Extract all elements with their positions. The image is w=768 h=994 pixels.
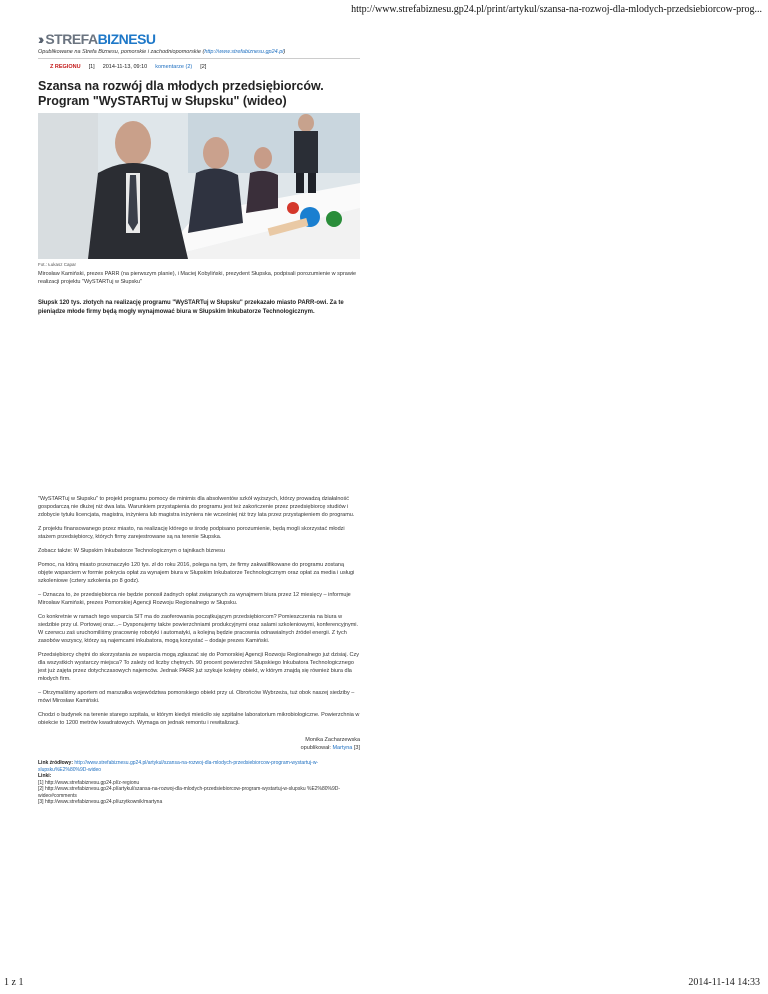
article-meta (38, 64, 360, 70)
author-name: Monika Zacharzewska (305, 737, 360, 743)
paragraph: – Otrzymaliśmy aportem od marszałka województwa pomorskiego obiekt przy ul. Obrońców Wybrzeża, tuż obok naszej siedziby – mówi Mirosław Kamiński. (38, 690, 355, 704)
category-link[interactable]: Z REGIONU (50, 64, 81, 70)
paragraph: Przedsiębiorcy chętni do skorzystania ze wsparcia mogą zgłaszać się do Pomorskiej Agencji Rozwoju Regionalnego już dzisiaj. Czy dla wszystkich wystarczy miejsca? To zależy od liczby chętnych. 90 procent powierzchni Słupskiego Inkubatora Technologicznego jest już zajęta przez dotychczasowych najemców. Jednak PARR już szykuje kolejny obiekt, w którym znajdą się również biura dla młodych firm. (38, 652, 359, 682)
published-note: Opublikowane na Strefa Biznesu, pomorskie i zachodniopomorskie (http://www.strefabiznesu.gp24.pl) (38, 49, 286, 55)
divider (38, 58, 360, 59)
link-item: [2] http://www.strefabiznesu.gp24.pl/artykul/szansa-na-rozwoj-dla-mlodych-przedsiebiorcow-program-wystartuj-w-slupsku %E2%80%9D-wideo#comments (38, 786, 341, 799)
publisher-link[interactable]: Martyna (332, 744, 353, 751)
print-header-url: http://www.strefabiznesu.gp24.pl/print/artykul/szansa-na-rozwoj-dla-mlodych-przedsiebiorcow-prog... (351, 4, 762, 15)
article-date: 2014-11-13, 09:10 (102, 64, 148, 70)
source-links: Link źródłowy: http://www.strefabiznesu.gp24.pl/artykul/szansa-na-rozwoj-dla-mlodych-przedsiebiorcow-program-wystartuj-w-slupsku%E2%80%9D-wideo Linki: [1] http://www.strefabiznesu.gp24.pl/z-regionu [2] http://www.strefabiznesu.gp24.pl/artykul/szansa-na-rozwoj-dla-mlodych-przedsiebiorcow-program-wystartuj-w-slupsku %E2%80%9D-wideo#comments [3] http://www.strefabiznesu.gp24.pl/uzytkownik/martyna (38, 760, 360, 806)
source-url-link[interactable]: http://www.strefabiznesu.gp24.pl/artykul/szansa-na-rozwoj-dla-mlodych-przedsiebiorcow-program-wystartuj-w-slupsku%E2%80%9D-wideo (38, 760, 319, 773)
paragraph: "WySTARTuj w Słupsku" to projekt programu pomocy de minimis dla absolwentów szkół wyższych, którzy prowadzą działalność gospodarczą nie dłużej niż dwa lata. Warunkiem przystąpienia do programu jest też zakończenie przez przedsiębiorcę studiów i zdobycie tytułu licencjata, magistra, inżyniera lub magistra inżyniera nie wcześniej niż trzy lata przez przystąpieniem do programu. (38, 496, 355, 518)
article-title: Szansa na rozwój dla młodych przedsiębiorców. Program "WySTARTuj w Słupsku" (wideo) (38, 79, 324, 108)
paragraph: Chodzi o budynek na terenie starego szpitala, w którym kiedyś mieściło się szpitalne laboratorium mikrobiologiczne. Powierzchnia w obiekcie to 1200 metrów kwadratowych. Wymaga on jednak remontu i rewitalizacji. (38, 712, 360, 726)
article-container (38, 30, 360, 806)
print-date: 2014-11-14 14:33 (688, 977, 760, 988)
article-lead: Słupsk 120 tys. złotych na realizację programu "WySTARTuj w Słupsku" przekazało miasto PARR-owi. Za te pieniądze młode firmy będą mogły wynajmować biura w Słupskim Inkubatorze Technologicznym. (38, 300, 344, 315)
photo-credit: Fot.: Łukasz Capar (38, 262, 77, 267)
video-placeholder (38, 316, 360, 495)
photo-caption: Mirosław Kamiński, prezes PARR (na pierwszym planie), i Maciej Kobyliński, prezydent Słupska, podpisali porozumienie w sprawie realizacji projektu "WySTARTuj w Słupsku" (38, 271, 357, 285)
ref-2: [2] (200, 64, 207, 70)
paragraph: Z projektu finansowanego przez miasto, na realizację którego w środę podpisano porozumienie, będą mogli skorzystać młodzi stażem przedsiębiorcy, których firmy zarejestrowane są na terenie Słupska. (38, 526, 345, 540)
paragraph: – Oznacza to, że przedsiębiorca nie będzie ponosił żadnych opłat związanych za wynajmem biura przez 12 miesięcy – informuje Mirosław Kamiński, prezes Pomorskiej Agencji Rozwoju Regionalnego w Słupsku. (38, 592, 351, 606)
page-number: 1 z 1 (4, 977, 24, 988)
link-item: [1] http://www.strefabiznesu.gp24.pl/z-regionu (38, 779, 140, 786)
photo-signing-ceremony (38, 113, 360, 259)
logo-chevrons-icon: ›› (38, 31, 42, 47)
site-url-link[interactable]: http://www.strefabiznesu.gp24.pl (204, 49, 284, 55)
comments-link[interactable]: komentarze (2) (155, 64, 193, 70)
logo-strefa: STREFA (45, 31, 98, 47)
site-logo[interactable] (38, 30, 360, 48)
paragraph: Pomoc, na którą miasto przeznaczyło 120 tys. zł do roku 2016, polega na tym, że firmy zakwalifikowane do programu zostaną objęte wsparciem w formie pokrycia opłat za wynajem biura w Słupskim Inkubatorze Technologicznym oraz opłat za media i usługi szkoleniowe (cztery szkolenia po 8 godz). (38, 562, 355, 584)
logo-biznesu: BIZNESU (97, 31, 156, 47)
ref-1: [1] (88, 64, 95, 70)
article-photo (38, 113, 360, 259)
link-item: [3] http://www.strefabiznesu.gp24.pl/uzytkownik/martyna (38, 799, 163, 805)
paragraph: Co konkretnie w ramach tego wsparcia SIT ma do zaoferowania początkującym przedsiębiorcom? Pomieszczenia na biura w siedzibie przy ul. Portowej oraz...– Dysponujemy także powierzchniami produkcyjnymi oraz salami szkoleniowymi, konferencyjnymi. W czerwcu zaś uruchomiliśmy pracownię robotyki i automatyki, a kolejną będzie pracownia odnawialnych źródeł energii. Z tych zasobów wszyscy, którzy są najemcami inkubatora, mogą korzystać – dodaje prezes Kamiński. (38, 614, 359, 644)
author-block: Monika Zacharzewska opublikował: Martyna [3] (38, 737, 360, 752)
see-also-link[interactable]: Zobacz także: W Słupskim Inkubatorze Technologicznym o tajnikach biznesu (38, 548, 225, 554)
article-body (38, 495, 360, 727)
